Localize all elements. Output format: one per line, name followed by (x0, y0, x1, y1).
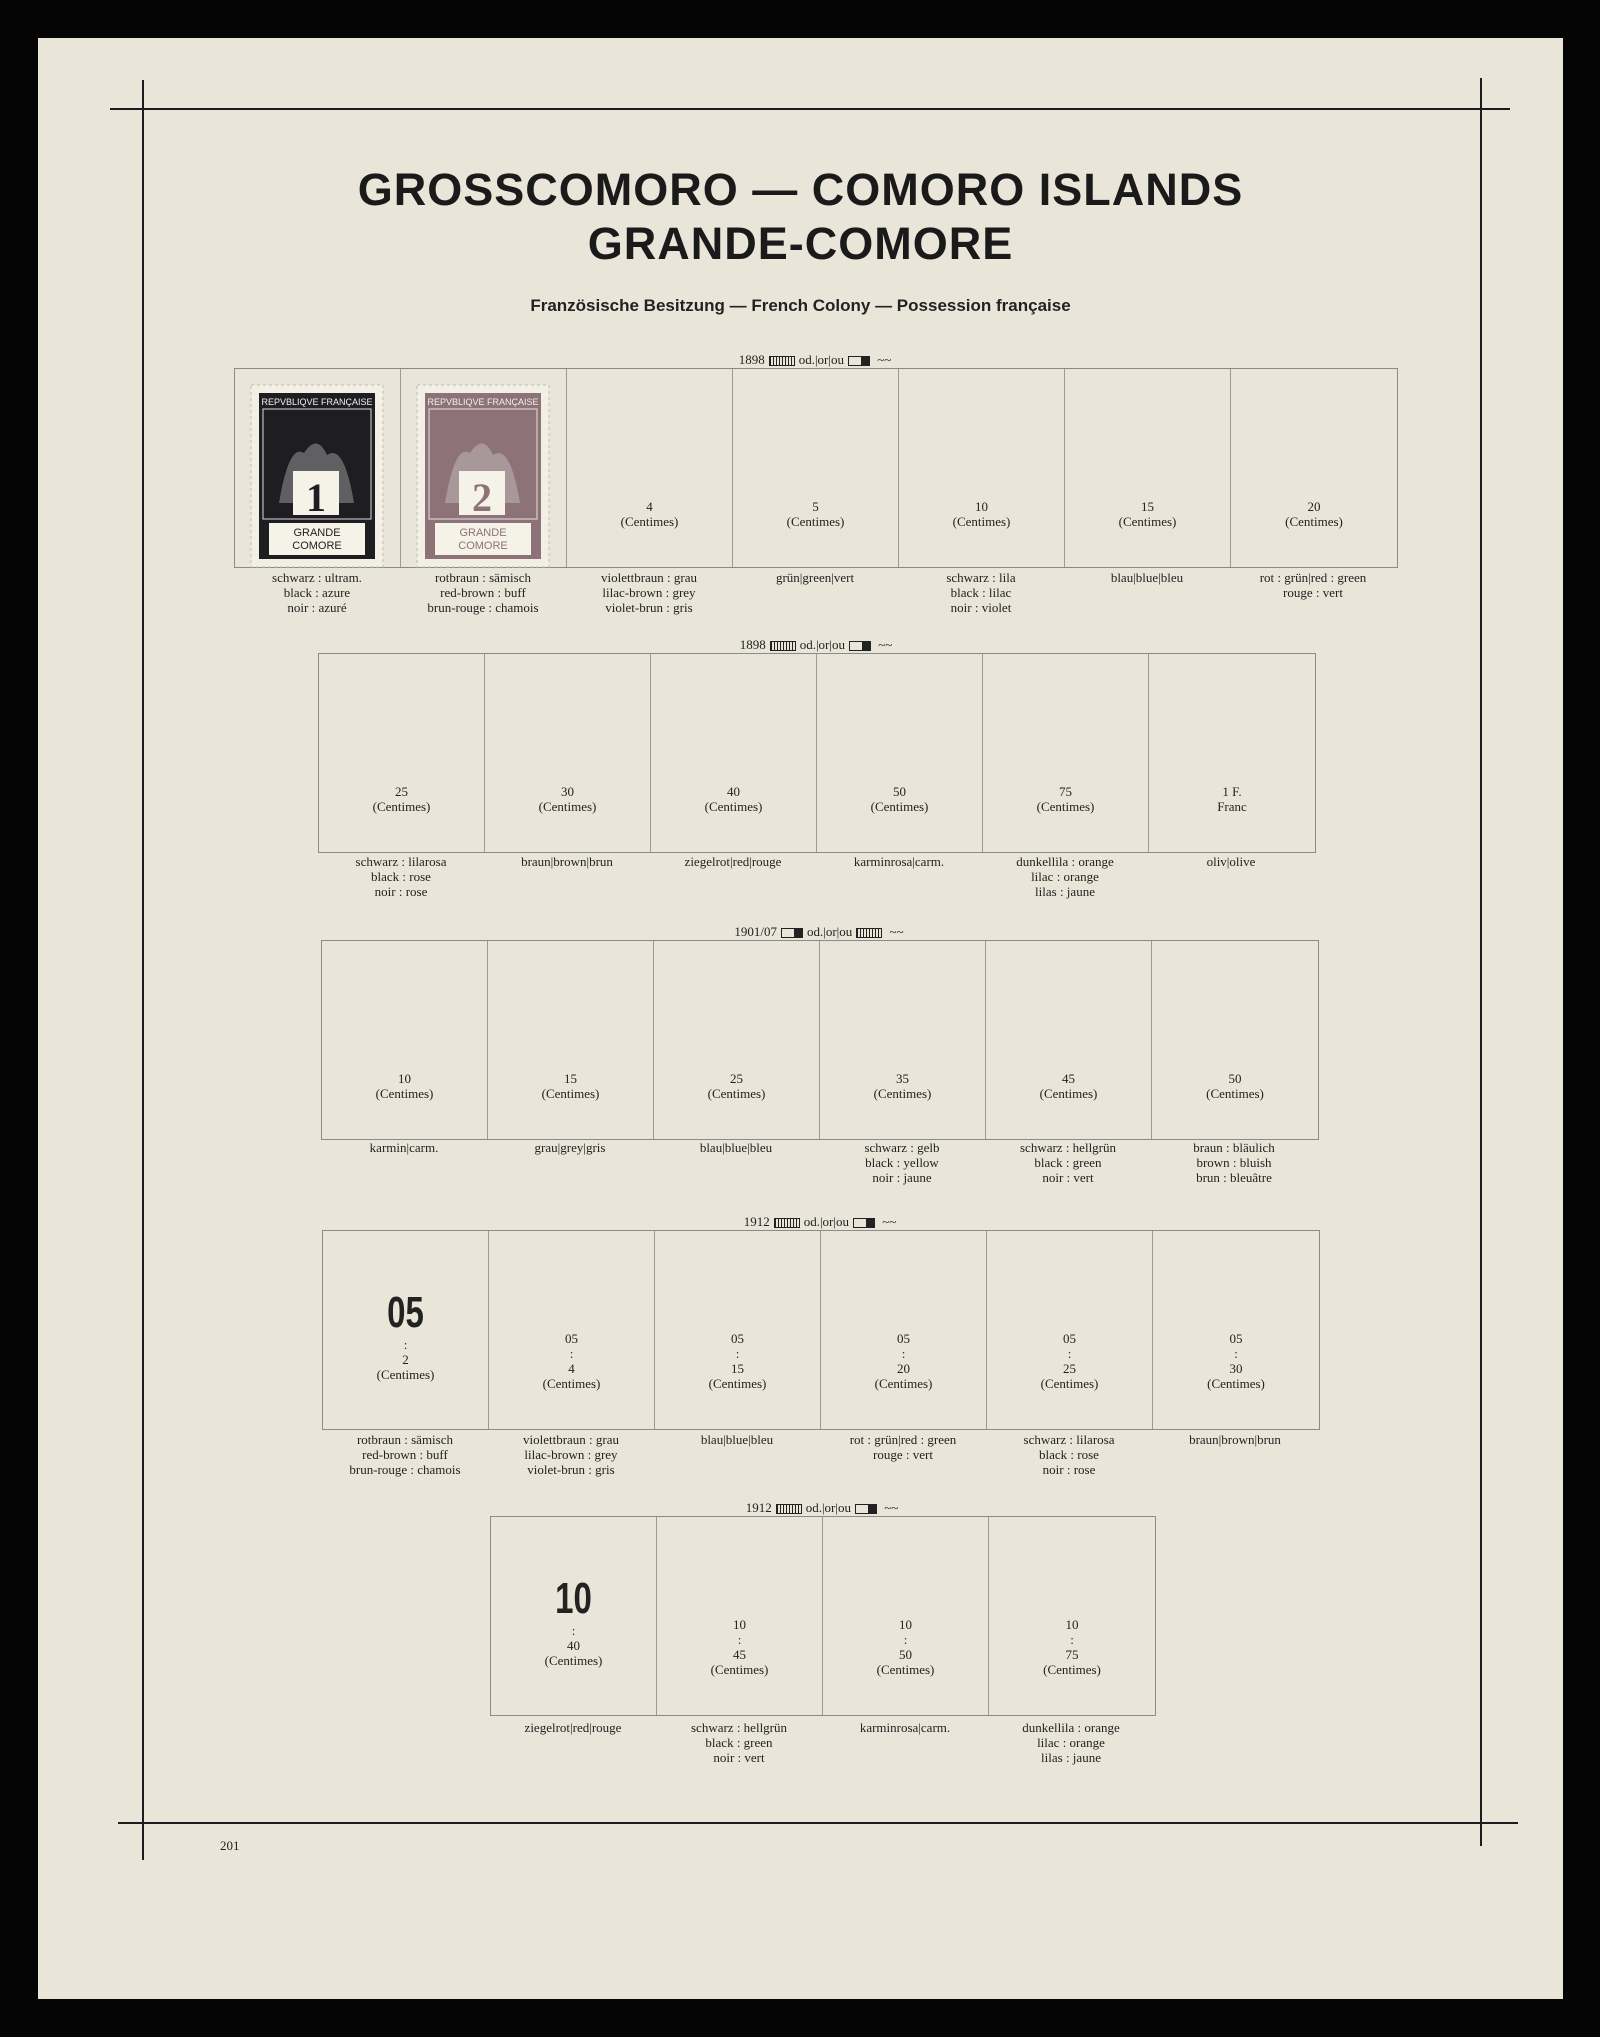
stamp-value (651, 784, 816, 814)
stamp-value-line: : (903, 1632, 908, 1647)
watermark-symbol-icon (856, 928, 882, 938)
caption-line: violettbraun : grau (600, 570, 698, 585)
stamp-row (234, 368, 1398, 568)
caption-line: noir : rose (1042, 1462, 1096, 1477)
stamp-top-text: REPVBLIQVE FRANÇAISE (261, 397, 373, 407)
perforation-wave-icon: ~~ (880, 1500, 899, 1515)
stamp-value-line: 50 (1228, 1071, 1242, 1086)
album-page (38, 38, 1563, 1999)
caption-line: violettbraun : grau (522, 1432, 620, 1447)
stamp-value (319, 784, 484, 814)
stamp-space[interactable] (989, 1517, 1155, 1715)
stamp-value (899, 499, 1064, 529)
caption-line: black : azure (283, 585, 351, 600)
stamp-value-line: 20 (897, 1361, 910, 1376)
stamp-value-line: 10 (398, 1071, 411, 1086)
stamp-color-caption (985, 1140, 1151, 1185)
row-watermark-text: od.|or|ou (807, 924, 853, 939)
stamp-value (987, 1331, 1152, 1391)
stamp-value-line: (Centimes) (1206, 1086, 1264, 1101)
stamp-color-caption (986, 1432, 1152, 1477)
stamp-color-caption (1148, 854, 1314, 869)
stamp-bottom-text: GRANDE (293, 527, 341, 539)
caption-line: schwarz : lila (946, 570, 1016, 585)
caption-line: schwarz : hellgrün (1019, 1140, 1117, 1155)
stamp-space[interactable] (817, 654, 983, 852)
stamp-space[interactable] (655, 1231, 821, 1429)
stamp-value (654, 1071, 819, 1101)
stamp-color-caption (732, 570, 898, 585)
stamp-value-line: 2 (402, 1352, 409, 1367)
caption-line: black : green (705, 1735, 773, 1750)
stamp-value-line: : (1234, 1346, 1238, 1361)
row-header (615, 352, 1015, 368)
stamp-value-line: (Centimes) (542, 1376, 601, 1391)
stamp-value-line: 50 (893, 784, 906, 799)
caption-line: rouge : vert (1283, 585, 1343, 600)
stamp-value-line: (Centimes) (375, 1086, 434, 1101)
stamp-value-line: (Centimes) (541, 1086, 600, 1101)
perforation-wave-icon: ~~ (874, 637, 893, 652)
row-watermark-text: od.|or|ou (805, 1500, 851, 1515)
stamp-value-line: (Centimes) (376, 1367, 435, 1382)
stamp-color-caption (488, 1432, 654, 1477)
caption-line: schwarz : gelb (864, 1140, 940, 1155)
stamp-value-line: 45 (733, 1647, 746, 1662)
stamp-row (490, 1516, 1156, 1716)
stamp-value (1065, 499, 1230, 529)
stamp-color-caption (318, 854, 484, 899)
row-header (616, 637, 1016, 653)
stamp-value (1149, 784, 1315, 814)
left-rule (142, 80, 144, 1860)
stamp-value-line: : (569, 1346, 574, 1361)
stamp-value-line: 45 (1062, 1071, 1075, 1086)
row-header (619, 924, 1019, 940)
watermark-symbol-icon (776, 1504, 802, 1514)
stamp-space[interactable] (986, 941, 1152, 1139)
surcharge-value: 05 (387, 1288, 424, 1337)
watermark-symbol-icon (774, 1218, 800, 1228)
stamp-value (821, 1331, 986, 1391)
stamp-value-line: 30 (561, 784, 574, 799)
stamp-value-line: (Centimes) (1039, 1086, 1098, 1101)
stamp-value (1231, 499, 1397, 529)
stamp-color-caption (822, 1720, 988, 1735)
stamp-value (489, 1331, 654, 1391)
stamp-value (983, 784, 1148, 814)
stamp-color-caption (1064, 570, 1230, 585)
stamp-value-line: 05 (897, 1331, 910, 1346)
stamp-value-line: (Centimes) (1043, 1662, 1101, 1677)
stamp-value-line: 30 (1229, 1361, 1243, 1376)
stamp-space[interactable] (322, 941, 488, 1139)
caption-line: black : rose (371, 869, 431, 884)
stamp-space[interactable] (491, 1517, 657, 1715)
stamp-value-line: 1 F. (1222, 784, 1242, 799)
stamp-value-line: (Centimes) (1036, 799, 1095, 814)
caption-line: grau|grey|gris (534, 1140, 606, 1155)
stamp-value-line: (Centimes) (708, 1376, 767, 1391)
stamp-value-line: (Centimes) (538, 799, 597, 814)
caption-line: brun-rouge : chamois (349, 1462, 461, 1477)
caption-line: lilas : jaune (1041, 1750, 1101, 1765)
stamp-space[interactable] (983, 654, 1149, 852)
stamp-value-line: (Centimes) (876, 1662, 935, 1677)
caption-line: karmin|carm. (369, 1140, 439, 1155)
stamp-color-caption (654, 1432, 820, 1447)
stamp-space[interactable] (987, 1231, 1153, 1429)
stamp-space[interactable] (899, 369, 1065, 567)
stamp-value-line: : (735, 1346, 740, 1361)
stamp-color-caption (650, 854, 816, 869)
stamp-value-line: (Centimes) (1040, 1376, 1099, 1391)
right-rule (1480, 78, 1482, 1846)
caption-line: black : rose (1039, 1447, 1099, 1462)
stamp-value (989, 1617, 1155, 1677)
caption-line: black : lilac (950, 585, 1012, 600)
stamp-value (485, 784, 650, 814)
stamp-space[interactable] (567, 369, 733, 567)
stamp-value-line: (Centimes) (952, 514, 1011, 529)
caption-line: noir : azuré (287, 600, 347, 615)
stamp-value-line: (Centimes) (874, 1376, 933, 1391)
watermark-symbol-icon (853, 1218, 875, 1228)
stamp-value (1153, 1331, 1319, 1391)
caption-line: rotbraun : sämisch (356, 1432, 454, 1447)
row-watermark-text: od.|or|ou (798, 352, 844, 367)
bottom-rule (118, 1822, 1518, 1824)
stamp-color-caption (816, 854, 982, 869)
caption-line: schwarz : lilarosa (1023, 1432, 1115, 1447)
stamp-value (986, 1071, 1151, 1101)
stamp-color-caption (982, 854, 1148, 899)
row-header (622, 1500, 1022, 1516)
stamp-bottom-text: COMORE (292, 540, 342, 552)
stamp-value (655, 1331, 820, 1391)
stamp-value (323, 1289, 488, 1382)
stamp-value (820, 1071, 985, 1101)
stamp-color-caption (1151, 1140, 1317, 1185)
stamp-value-line: 15 (1141, 499, 1154, 514)
stamp-top-text: REPVBLIQVE FRANÇAISE (427, 397, 539, 407)
stamp-value-line: 4 (646, 499, 653, 514)
watermark-symbol-icon (781, 928, 803, 938)
page-title-secondary: GRANDE-COMORE (587, 218, 1014, 269)
caption-line: black : green (1034, 1155, 1102, 1170)
stamp-value-line: 35 (896, 1071, 909, 1086)
stamp-color-caption (487, 1140, 653, 1155)
stamp-value-line: (Centimes) (1285, 514, 1343, 529)
caption-line: blau|blue|bleu (1110, 570, 1184, 585)
stamp-color-caption (234, 570, 400, 615)
stamp-value-line: 15 (731, 1361, 744, 1376)
stamp-value-line: (Centimes) (870, 799, 929, 814)
stamp-value-line: 75 (1065, 1647, 1079, 1662)
page-title: GROSSCOMORO — COMORO ISLANDS (357, 164, 1244, 215)
stamp-value-line: : (403, 1337, 408, 1352)
stamp-space[interactable] (733, 369, 899, 567)
row-year: 1898 (738, 352, 765, 367)
caption-line: noir : vert (713, 1750, 765, 1765)
stamp-value-line: : (901, 1346, 906, 1361)
caption-line: blau|blue|bleu (700, 1432, 774, 1447)
stamp-row (318, 653, 1316, 853)
stamp-space[interactable] (821, 1231, 987, 1429)
caption-line: lilac-brown : grey (524, 1447, 618, 1462)
stamp-space[interactable] (1065, 369, 1231, 567)
caption-line: black : yellow (865, 1155, 939, 1170)
caption-line: noir : vert (1042, 1170, 1094, 1185)
stamp-value (657, 1617, 822, 1677)
stamp-value (488, 1071, 653, 1101)
top-rule (110, 108, 1510, 110)
stamp-value (823, 1617, 988, 1677)
caption-line: brun : bleuâtre (1196, 1170, 1272, 1185)
stamp-color-caption (1152, 1432, 1318, 1447)
stamp-color-caption (490, 1720, 656, 1735)
caption-line: schwarz : lilarosa (355, 854, 447, 869)
stamp-value-line: 05 (1229, 1331, 1243, 1346)
row-watermark-text: od.|or|ou (799, 637, 845, 652)
stamp-value-line: (Centimes) (873, 1086, 932, 1101)
stamp-value-line: 50 (899, 1647, 912, 1662)
watermark-symbol-icon (769, 356, 795, 366)
caption-line: grün|green|vert (775, 570, 855, 585)
stamp-value-line: (Centimes) (620, 514, 679, 529)
stamp-value-line: : (1070, 1632, 1074, 1647)
stamp-value-line: 40 (567, 1638, 580, 1653)
stamp-bottom-text: GRANDE (459, 527, 507, 539)
stamp-value-line: : (571, 1623, 576, 1638)
stamp-value (1152, 1071, 1318, 1101)
stamp-value-line: 05 (565, 1331, 578, 1346)
watermark-symbol-icon (848, 356, 870, 366)
stamp-color-caption (322, 1432, 488, 1477)
stamp-space[interactable] (488, 941, 654, 1139)
caption-line: lilac : orange (1031, 869, 1099, 884)
stamp-space[interactable] (657, 1517, 823, 1715)
stamp-value-line: 40 (727, 784, 740, 799)
stamp-color-caption (819, 1140, 985, 1185)
caption-line: violet-brun : gris (605, 600, 693, 615)
stamp-value (733, 499, 898, 529)
caption-line: rotbraun : sämisch (434, 570, 532, 585)
stamp-value-line: (Centimes) (1207, 1376, 1265, 1391)
stamp-color-caption (898, 570, 1064, 615)
caption-line: blau|blue|bleu (699, 1140, 773, 1155)
stamp-space[interactable] (654, 941, 820, 1139)
caption-line: dunkellila : orange (1016, 854, 1114, 869)
mounted-stamp (249, 383, 385, 569)
caption-line: red-brown : buff (362, 1447, 448, 1462)
caption-line: rot : grün|red : green (849, 1432, 957, 1447)
stamp-color-caption (400, 570, 566, 615)
stamp-space[interactable] (485, 654, 651, 852)
stamp-value-line: 15 (564, 1071, 577, 1086)
stamp-value-line: 10 (1065, 1617, 1079, 1632)
caption-line: karminrosa|carm. (853, 854, 945, 869)
stamp-color-caption (820, 1432, 986, 1462)
stamp-value-line: (Centimes) (707, 1086, 766, 1101)
stamp-denomination: 1 (306, 475, 326, 520)
stamp-value-line: (Centimes) (786, 514, 845, 529)
row-year: 1912 (743, 1214, 770, 1229)
stamp-space[interactable] (1231, 369, 1397, 567)
stamp-bottom-text: COMORE (458, 540, 508, 552)
stamp-color-caption (653, 1140, 819, 1155)
stamp-space[interactable] (820, 941, 986, 1139)
caption-line: rot : grün|red : green (1259, 570, 1367, 585)
row-year: 1912 (745, 1500, 772, 1515)
stamp-space[interactable] (1153, 1231, 1319, 1429)
stamp-space[interactable] (323, 1231, 489, 1429)
stamp-row (321, 940, 1319, 1140)
caption-line: noir : rose (374, 884, 428, 899)
stamp-space[interactable] (489, 1231, 655, 1429)
watermark-symbol-icon (855, 1504, 877, 1514)
stamp-value-line: 4 (568, 1361, 575, 1376)
stamp-value-line: 05 (1063, 1331, 1076, 1346)
stamp-value-line: 25 (395, 784, 408, 799)
caption-line: lilac : orange (1037, 1735, 1105, 1750)
row-year: 1898 (739, 637, 766, 652)
caption-line: lilac-brown : grey (602, 585, 696, 600)
stamp-value-line: 10 (733, 1617, 746, 1632)
perforation-wave-icon: ~~ (878, 1214, 897, 1229)
stamp-color-caption (566, 570, 732, 615)
caption-line: brown : bluish (1196, 1155, 1272, 1170)
caption-line: violet-brun : gris (527, 1462, 615, 1477)
stamp-value-line: 10 (975, 499, 988, 514)
caption-line: dunkellila : orange (1022, 1720, 1120, 1735)
caption-line: noir : jaune (872, 1170, 932, 1185)
stamp-value-line: (Centimes) (704, 799, 763, 814)
stamp-value-line: 25 (1063, 1361, 1076, 1376)
stamp-color-caption (484, 854, 650, 869)
stamp-value-line: (Centimes) (372, 799, 431, 814)
stamp-value (322, 1071, 487, 1101)
caption-line: brun-rouge : chamois (427, 600, 539, 615)
row-watermark-text: od.|or|ou (803, 1214, 849, 1229)
stamp-value-line: Franc (1217, 799, 1247, 814)
stamp-space[interactable] (1152, 941, 1318, 1139)
perforation-wave-icon: ~~ (886, 924, 904, 939)
stamp-space[interactable] (1149, 654, 1315, 852)
stamp-value (817, 784, 982, 814)
watermark-symbol-icon (849, 641, 871, 651)
perforation-wave-icon: ~~ (873, 352, 892, 367)
caption-line: ziegelrot|red|rouge (684, 854, 782, 869)
stamp-value (491, 1575, 656, 1668)
caption-line: schwarz : ultram. (272, 570, 362, 585)
row-year: 1901/07 (734, 924, 777, 939)
stamp-value-line: 75 (1059, 784, 1072, 799)
watermark-symbol-icon (770, 641, 796, 651)
row-header (620, 1214, 1020, 1230)
stamp-space[interactable] (319, 654, 485, 852)
stamp-color-caption (1230, 570, 1396, 600)
caption-line: karminrosa|carm. (859, 1720, 951, 1735)
caption-line: braun|brown|brun (1189, 1432, 1281, 1447)
page-subtitle: Französische Besitzung — French Colony — Possession française (530, 296, 1071, 315)
stamp-value (567, 499, 732, 529)
stamp-value-line: 5 (812, 499, 819, 514)
surcharge-value: 10 (555, 1574, 592, 1623)
caption-line: oliv|olive (1206, 854, 1256, 869)
stamp-value-line: (Centimes) (710, 1662, 769, 1677)
stamp-space[interactable] (823, 1517, 989, 1715)
page-number: 201 (220, 1838, 240, 1853)
stamp-value-line: (Centimes) (544, 1653, 603, 1668)
caption-line: noir : violet (950, 600, 1012, 615)
mounted-stamp (415, 383, 551, 569)
stamp-color-caption (656, 1720, 822, 1765)
stamp-value-line: (Centimes) (1118, 514, 1177, 529)
stamp-value-line: 20 (1307, 499, 1321, 514)
stamp-row (322, 1230, 1320, 1430)
caption-line: lilas : jaune (1035, 884, 1095, 899)
stamp-value-line: 05 (731, 1331, 744, 1346)
caption-line: ziegelrot|red|rouge (524, 1720, 622, 1735)
stamp-color-caption (321, 1140, 487, 1155)
stamp-value-line: : (1067, 1346, 1072, 1361)
stamp-value-line: 25 (730, 1071, 743, 1086)
caption-line: schwarz : hellgrün (690, 1720, 788, 1735)
stamp-value-line: 10 (899, 1617, 912, 1632)
stamp-color-caption (988, 1720, 1154, 1765)
caption-line: braun : bläulich (1193, 1140, 1275, 1155)
caption-line: rouge : vert (873, 1447, 933, 1462)
caption-line: red-brown : buff (440, 585, 526, 600)
caption-line: braun|brown|brun (521, 854, 613, 869)
stamp-denomination: 2 (472, 475, 492, 520)
stamp-space[interactable] (651, 654, 817, 852)
stamp-value-line: : (737, 1632, 742, 1647)
